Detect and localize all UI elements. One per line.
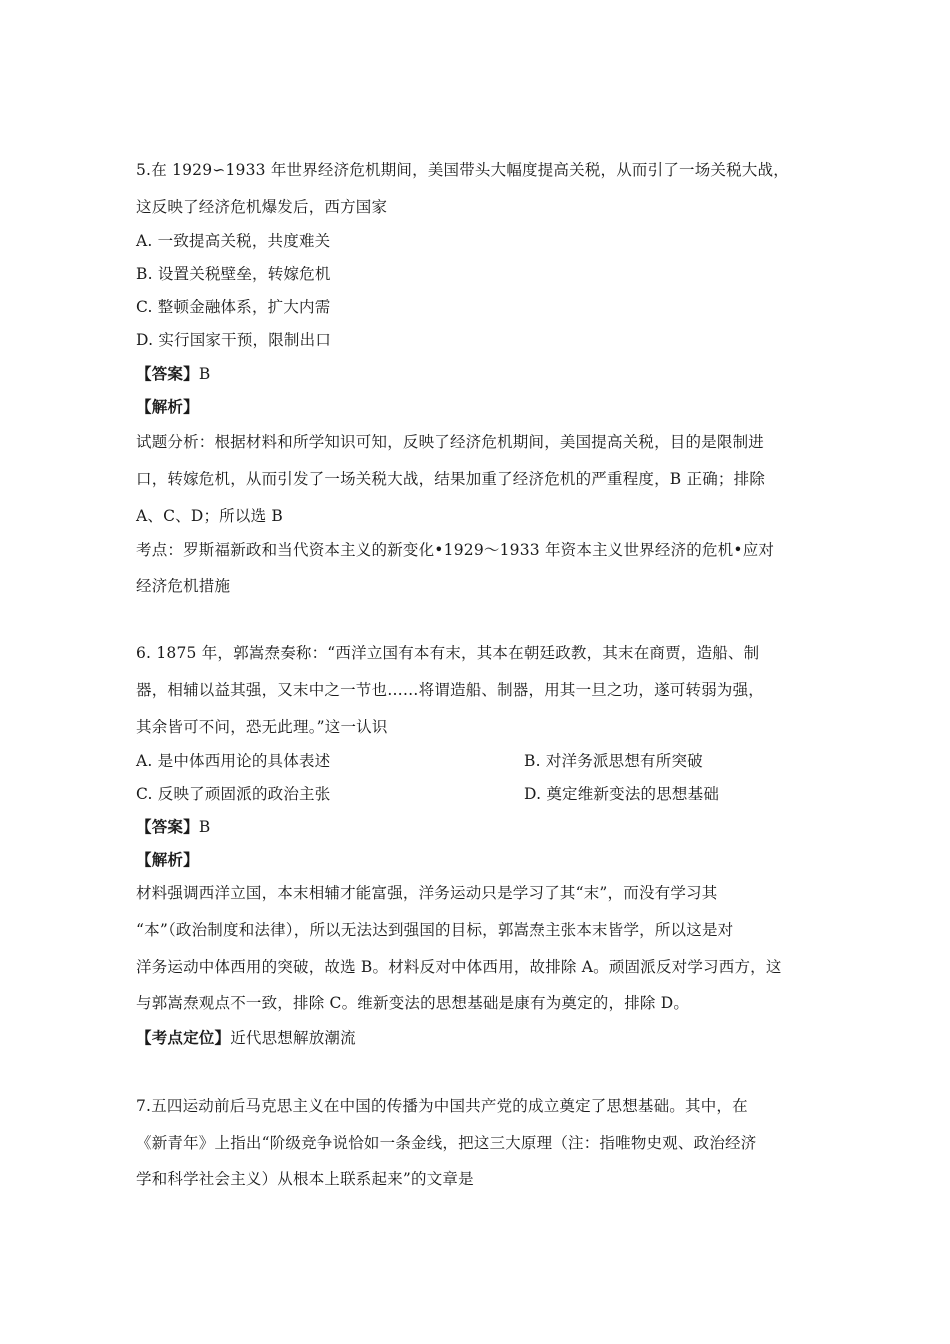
q6-kaodian-value: 近代思想解放潮流 — [230, 1029, 356, 1047]
q6-kaodian-label: 【考点定位】 — [136, 1028, 231, 1047]
q5-option-c: C. 整顿金融体系，扩大内需 — [136, 298, 331, 316]
q6-analysis-line-1: 材料强调西洋立国，本末相辅才能富强，洋务运动只是学习了其“末”，而没有学习其 — [136, 884, 718, 902]
q6-stem-line-3: 其余皆可不问，恐无此理。”这一认识 — [136, 718, 388, 736]
q7-stem-line-2: 《新青年》上指出“阶级竞争说恰如一条金线，把这三大原理（注：指唯物史观、政治经济 — [136, 1134, 757, 1152]
q6-analysis-line-4: 与郭嵩焘观点不一致，排除 C。维新变法的思想基础是康有为奠定的，排除 D。 — [136, 994, 690, 1012]
q5-answer-label: 【答案】 — [136, 364, 199, 383]
q5-analysis-line-3: A、C、D；所以选 B — [136, 507, 283, 525]
q5-answer — [136, 364, 210, 384]
q5-kaodian-line-2: 经济危机措施 — [136, 577, 231, 595]
q6-answer-label: 【答案】 — [136, 817, 199, 836]
q5-analysis-label: 【解析】 — [136, 397, 199, 416]
q6-answer-value: B — [198, 818, 211, 836]
q5-analysis-line-1: 试题分析：根据材料和所学知识可知，反映了经济危机期间，美国提高关税，目的是限制进 — [136, 433, 765, 451]
q5-stem-line-2: 这反映了经济危机爆发后，西方国家 — [136, 198, 388, 216]
q5-option-d: D. 实行国家干预，限制出口 — [136, 331, 332, 349]
q6-analysis-label: 【解析】 — [136, 850, 199, 869]
q5-analysis-line-2: 口，转嫁危机，从而引发了一场关税大战，结果加重了经济危机的严重程度，B 正确；排除 — [136, 470, 766, 488]
q6-analysis-line-3: 洋务运动中体西用的突破，故选 B。材料反对中体西用，故排除 A。顽固派反对学习西方，这 — [136, 958, 782, 976]
q6-answer — [136, 817, 210, 837]
q6-option-c: C. 反映了顽固派的政治主张 — [136, 785, 331, 803]
q6-kaodian — [136, 1028, 356, 1048]
q5-stem-line-1: 5.在 1929∽1933 年世界经济危机期间，美国带头大幅度提高关税，从而引了一场关税大战， — [136, 161, 789, 179]
q7-stem-line-3: 学和科学社会主义）从根本上联系起来”的文章是 — [136, 1170, 474, 1188]
q6-stem-line-2: 器，相辅以益其强，又末中之一节也……将谓造船、制器，用其一旦之功，遂可转弱为强， — [136, 681, 765, 699]
q5-option-a: A. 一致提高关税，共度难关 — [136, 232, 331, 250]
q5-answer-value: B — [198, 365, 211, 383]
q6-stem-line-1: 6. 1875 年，郭嵩焘奏称：“西洋立国有本有末，其本在朝廷政教，其末在商贾，造船、制 — [136, 644, 760, 662]
q5-kaodian-line-1: 考点：罗斯福新政和当代资本主义的新变化•1929～1933 年资本主义世界经济的危机•应对 — [136, 541, 775, 559]
q6-option-d: D. 奠定维新变法的思想基础 — [524, 785, 720, 803]
q6-option-a: A. 是中体西用论的具体表述 — [136, 752, 331, 770]
q5-option-b: B. 设置关税壁垒，转嫁危机 — [136, 265, 331, 283]
q6-analysis-line-2: “本”（政治制度和法律），所以无法达到强国的目标，郭嵩焘主张本末皆学，所以这是对 — [136, 921, 734, 939]
q7-stem-line-1: 7.五四运动前后马克思主义在中国的传播为中国共产党的成立奠定了思想基础。其中，在 — [136, 1097, 748, 1115]
q6-option-b: B. 对洋务派思想有所突破 — [524, 752, 703, 770]
